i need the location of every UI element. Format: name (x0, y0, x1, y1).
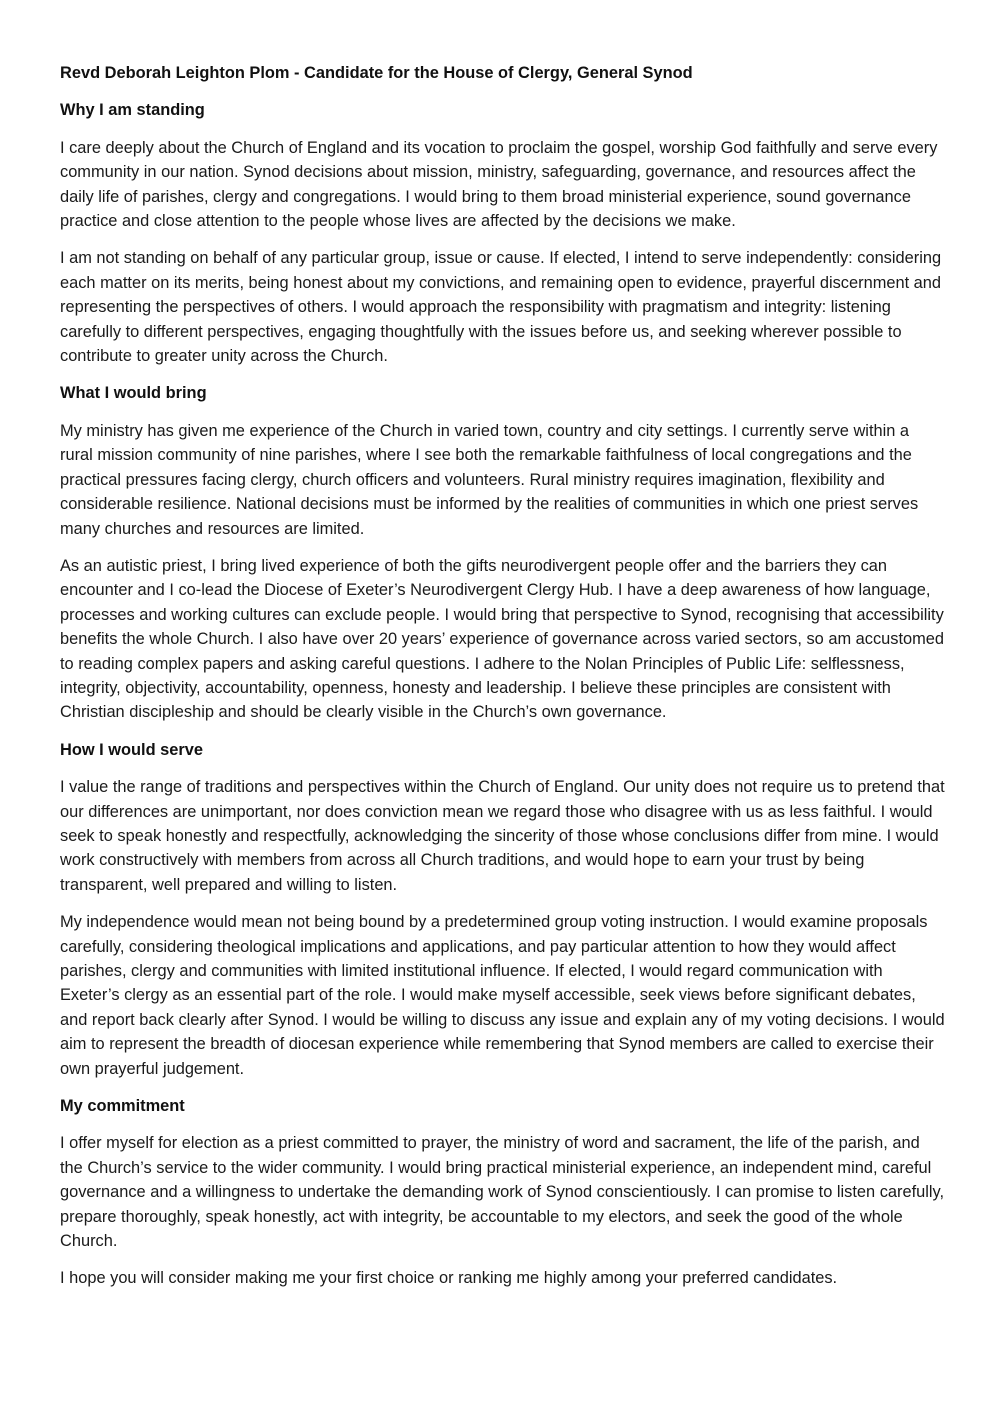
section-how-serve (60, 738, 945, 1081)
paragraph: My independence would mean not being bound by a predetermined group voting instruction. I would examine proposals carefully, considering theological implications and applications, and pay particular attention to how they would affect parishes, clergy and communities with limited institutional influence. If elected, I would regard communication with Exeter’s clergy as an essential part of the role. I would make myself accessible, seek views before significant debates, and report back clearly after Synod. I would be willing to discuss any issue and explain any of my voting decisions. I would aim to represent the breadth of diocesan experience while remembering that Synod members are called to exercise their own prayerful judgement. (60, 913, 945, 1078)
section-heading-how-serve: How I would serve (60, 740, 203, 759)
section-what-bring (60, 381, 945, 724)
section-heading-why-standing: Why I am standing (60, 101, 205, 120)
section-why-standing (60, 98, 945, 368)
paragraph: My ministry has given me experience of the Church in varied town, country and city settings. I currently serve within a rural mission community of nine parishes, where I see both the remarkable faithfulness of local congregations and the practical pressures facing clergy, church officers and volunteers. Rural ministry requires imagination, flexibility and considerable resilience. National decisions must be informed by the realities of communities in which one priest serves many churches and resources are limited. (60, 421, 919, 538)
paragraph: I hope you will consider making me your first choice or ranking me highly among your preferred candidates. (60, 1269, 838, 1288)
paragraph: I am not standing on behalf of any particular group, issue or cause. If elected, I intend to serve independently: considering each matter on its merits, being honest about my convictions, and remaining open to evidence, prayerful discernment and representing the perspectives of others. I would approach the responsibility with pragmatism and integrity: listening carefully to different perspectives, engaging thoughtfully with the issues before us, and seeking wherever possible to contribute to greater unity across the Church. (60, 249, 942, 366)
document-page (60, 61, 945, 1304)
paragraph: I care deeply about the Church of England and its vocation to proclaim the gospel, worship God faithfully and serve every community in our nation. Synod decisions about mission, ministry, safeguarding, governance, and resources affect the daily life of parishes, clergy and congregations. I would bring to them broad ministerial experience, sound governance practice and close attention to the people whose lives are affected by the decisions we make. (60, 138, 938, 231)
section-commitment (60, 1094, 945, 1291)
paragraph: As an autistic priest, I bring lived experience of both the gifts neurodivergent people offer and the barriers they can encounter and I co-lead the Diocese of Exeter’s Neurodivergent Clergy Hub. I have a deep awareness of how language, processes and working cultures can exclude people. I would bring that perspective to Synod, recognising that accessibility benefits the whole Church. I also have over 20 years’ experience of governance across varied sectors, so am accustomed to reading complex papers and asking careful questions. I adhere to the Nolan Principles of Public Life: selflessness, integrity, objectivity, accountability, openness, honesty and leadership. I believe these principles are consistent with Christian discipleship and should be clearly visible in the Church’s own governance. (60, 556, 945, 722)
section-heading-what-bring: What I would bring (60, 384, 207, 403)
section-heading-commitment: My commitment (60, 1097, 185, 1116)
paragraph: I value the range of traditions and perspectives within the Church of England. Our unity does not require us to pretend that our differences are unimportant, nor does conviction mean we regard those who disagree with us as less faithful. I would seek to speak honestly and respectfully, acknowledging the sincerity of those whose conclusions differ from mine. I would work constructively with members from across all Church traditions, and would hope to earn your trust by being transparent, well prepared and willing to listen. (60, 778, 945, 894)
paragraph: I offer myself for election as a priest committed to prayer, the ministry of word and sacrament, the life of the parish, and the Church’s service to the wider community. I would bring practical ministerial experience, an independent mind, careful governance and a willingness to undertake the demanding work of Synod conscientiously. I can promise to listen carefully, prepare thoroughly, speak honestly, act with integrity, be accountable to my electors, and seek the good of the whole Church. (60, 1134, 945, 1251)
document-title: Revd Deborah Leighton Plom - Candidate for the House of Clergy, General Synod (60, 64, 693, 82)
